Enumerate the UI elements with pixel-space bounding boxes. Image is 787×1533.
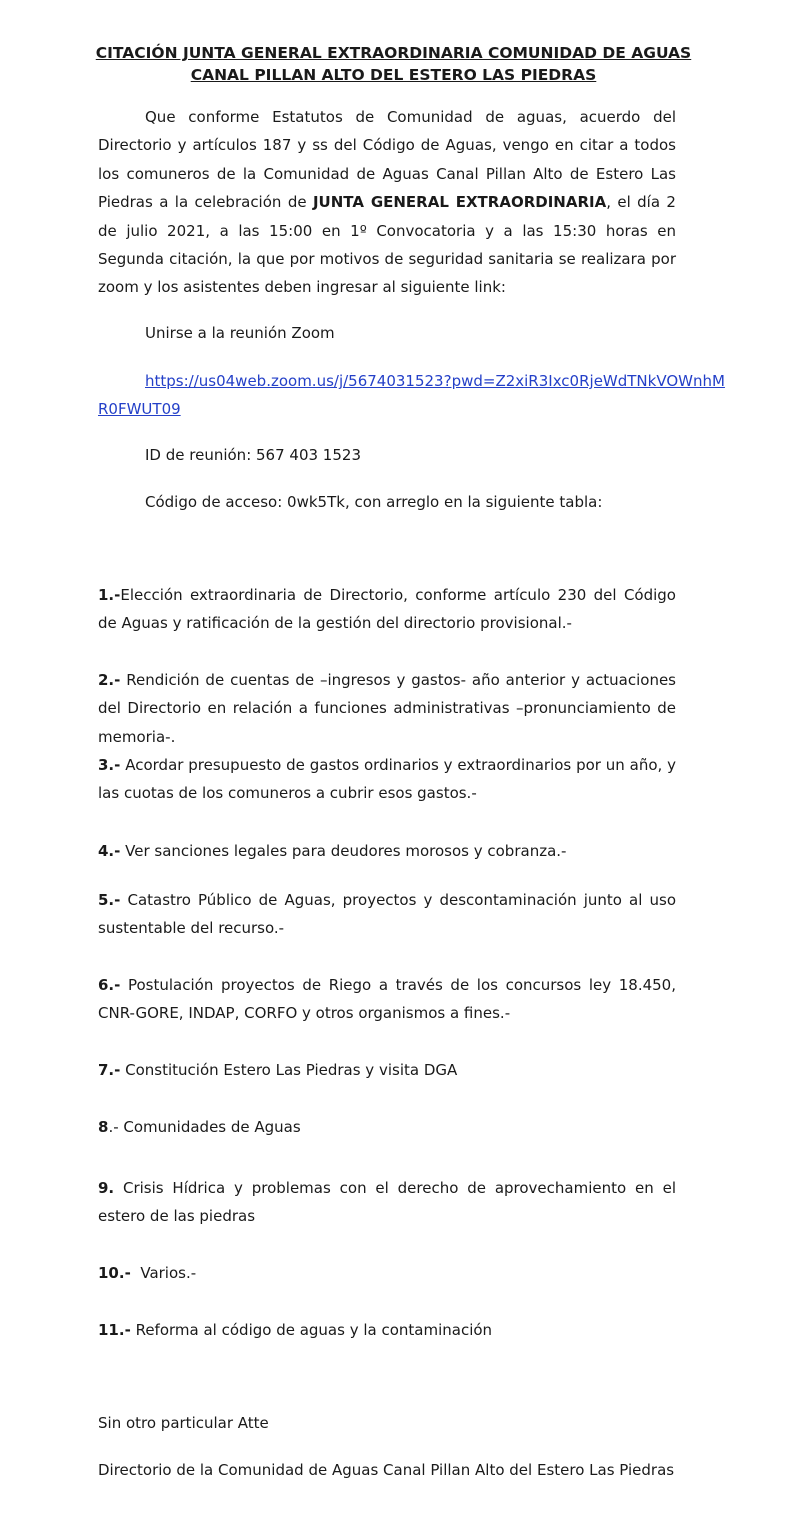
- agenda-item-text: Catastro Público de Aguas, proyectos y descontaminación junto al uso sustentable del recurso.-: [98, 891, 676, 938]
- agenda-item-number: 11.-: [98, 1321, 131, 1339]
- closing-salutation: Sin otro particular Atte: [98, 1414, 269, 1432]
- agenda-item: [98, 1056, 676, 1084]
- agenda-item-number: 3.-: [98, 756, 121, 774]
- agenda-item: [98, 1316, 676, 1344]
- agenda-item-text: Crisis Hídrica y problemas con el derecho de aprovechamiento en el estero de las piedras: [98, 1179, 676, 1226]
- title-line-1: CITACIÓN JUNTA GENERAL EXTRAORDINARIA COMUNIDAD DE AGUAS: [95, 44, 692, 62]
- zoom-link[interactable]: [98, 367, 728, 424]
- agenda-item: [98, 581, 676, 638]
- agenda-item-text: Acordar presupuesto de gastos ordinarios y extraordinarios por un año, y las cuotas de los comuneros a cubrir esos gastos.-: [98, 756, 676, 803]
- agenda-item: [98, 971, 676, 1028]
- intro-bold: JUNTA GENERAL EXTRAORDINARIA: [312, 193, 607, 212]
- agenda-item: [98, 1259, 676, 1287]
- agenda-item-number: 9.: [98, 1179, 115, 1197]
- agenda-item: [98, 666, 676, 751]
- agenda-item: [98, 1174, 676, 1231]
- agenda-item-text: Reforma al código de aguas y la contaminación: [130, 1321, 493, 1339]
- agenda-item: [98, 886, 676, 943]
- agenda-item-text: Postulación proyectos de Riego a través de los concursos ley 18.450, CNR-GORE, INDAP, CORFO y otros organismos a fines.-: [98, 976, 676, 1023]
- meeting-id: ID de reunión: 567 403 1523: [145, 446, 361, 464]
- intro-paragraph: [98, 103, 676, 302]
- agenda-item-text: Constitución Estero Las Piedras y visita DGA: [120, 1061, 458, 1079]
- document-title: [60, 42, 727, 86]
- closing-signature: Directorio de la Comunidad de Aguas Canal Pillan Alto del Estero Las Piedras: [98, 1461, 675, 1479]
- agenda-item-text: Elección extraordinaria de Directorio, conforme artículo 230 del Código de Aguas y ratificación de la gestión del directorio provisional.-: [98, 586, 676, 633]
- agenda-item-number: 4.-: [98, 842, 121, 860]
- agenda-item: [98, 1113, 676, 1141]
- agenda-item-text: .- Comunidades de Aguas: [108, 1118, 301, 1136]
- intro-text-after: , el día 2 de julio 2021, a las 15:00 en 1º Convocatoria y a las 15:30 horas en Segunda citación, la que por motivos de seguridad sanitaria se realizara por zoom y los asistentes deben ingresar al siguiente link:: [98, 193, 676, 297]
- agenda-item-text: Varios.-: [130, 1264, 197, 1282]
- title-line-2: CANAL PILLAN ALTO DEL ESTERO LAS PIEDRAS: [190, 66, 597, 84]
- agenda-item-number: 7.-: [98, 1061, 121, 1079]
- zoom-link-text[interactable]: https://us04web.zoom.us/j/5674031523?pwd=Z2xiR3Ixc0RjeWdTNkVOWnhMR0FWUT09: [98, 372, 725, 419]
- agenda-item-number: 5.-: [98, 891, 121, 909]
- agenda-item-number: 8: [98, 1118, 109, 1136]
- agenda-item-number: 6.-: [98, 976, 121, 994]
- agenda-item-number: 10.-: [98, 1264, 131, 1282]
- agenda-item: [98, 751, 676, 808]
- intro-text-before: Que conforme Estatutos de Comunidad de aguas, acuerdo del Directorio y artículos 187 y ss del Código de Aguas, vengo en citar a todos los comuneros de la Comunidad de Aguas Canal Pillan Alto de Estero Las Piedras a la celebración de: [98, 108, 676, 212]
- agenda-item-text: Ver sanciones legales para deudores morosos y cobranza.-: [120, 842, 567, 860]
- agenda-item-number: 1.-: [98, 586, 121, 604]
- access-code: Código de acceso: 0wk5Tk, con arreglo en la siguiente tabla:: [145, 493, 603, 511]
- agenda-item-text: Rendición de cuentas de –ingresos y gastos- año anterior y actuaciones del Directorio en relación a funciones administrativas –pronunciamiento de memoria-.: [98, 671, 676, 746]
- agenda-item: [98, 837, 676, 865]
- zoom-join-label: Unirse a la reunión Zoom: [145, 324, 335, 342]
- agenda-item-number: 2.-: [98, 671, 121, 689]
